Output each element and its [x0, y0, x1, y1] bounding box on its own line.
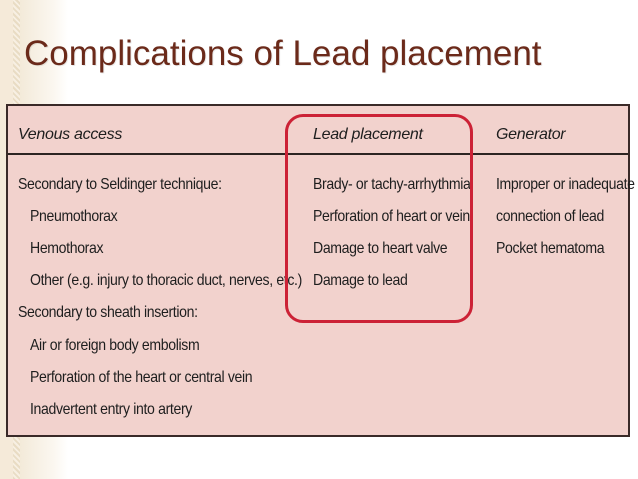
venous-item: Pneumothorax	[30, 208, 118, 225]
header-lead-placement: Lead placement	[313, 126, 423, 143]
generator-item: connection of lead	[496, 208, 604, 225]
venous-item: Air or foreign body embolism	[30, 337, 200, 354]
lead-item: Perforation of heart or vein	[313, 208, 470, 225]
lead-item: Damage to lead	[313, 272, 408, 289]
venous-item: Secondary to Seldinger technique:	[18, 176, 222, 193]
lead-item: Damage to heart valve	[313, 240, 448, 257]
lead-item: Brady- or tachy-arrhythmia	[313, 176, 471, 193]
generator-item: Improper or inadequate	[496, 176, 635, 193]
lead-placement-highlight-box	[285, 114, 473, 323]
header-venous-access: Venous access	[18, 126, 123, 143]
venous-item: Inadvertent entry into artery	[30, 401, 192, 418]
venous-item: Secondary to sheath insertion:	[18, 304, 198, 321]
venous-item: Perforation of the heart or central vein	[30, 369, 253, 386]
header-generator: Generator	[496, 126, 566, 143]
venous-item: Hemothorax	[30, 240, 104, 257]
generator-item: Pocket hematoma	[496, 240, 605, 257]
venous-item: Other (e.g. injury to thoracic duct, nerves, etc.)	[30, 272, 302, 289]
slide-title: Complications of Lead placement	[24, 34, 542, 73]
